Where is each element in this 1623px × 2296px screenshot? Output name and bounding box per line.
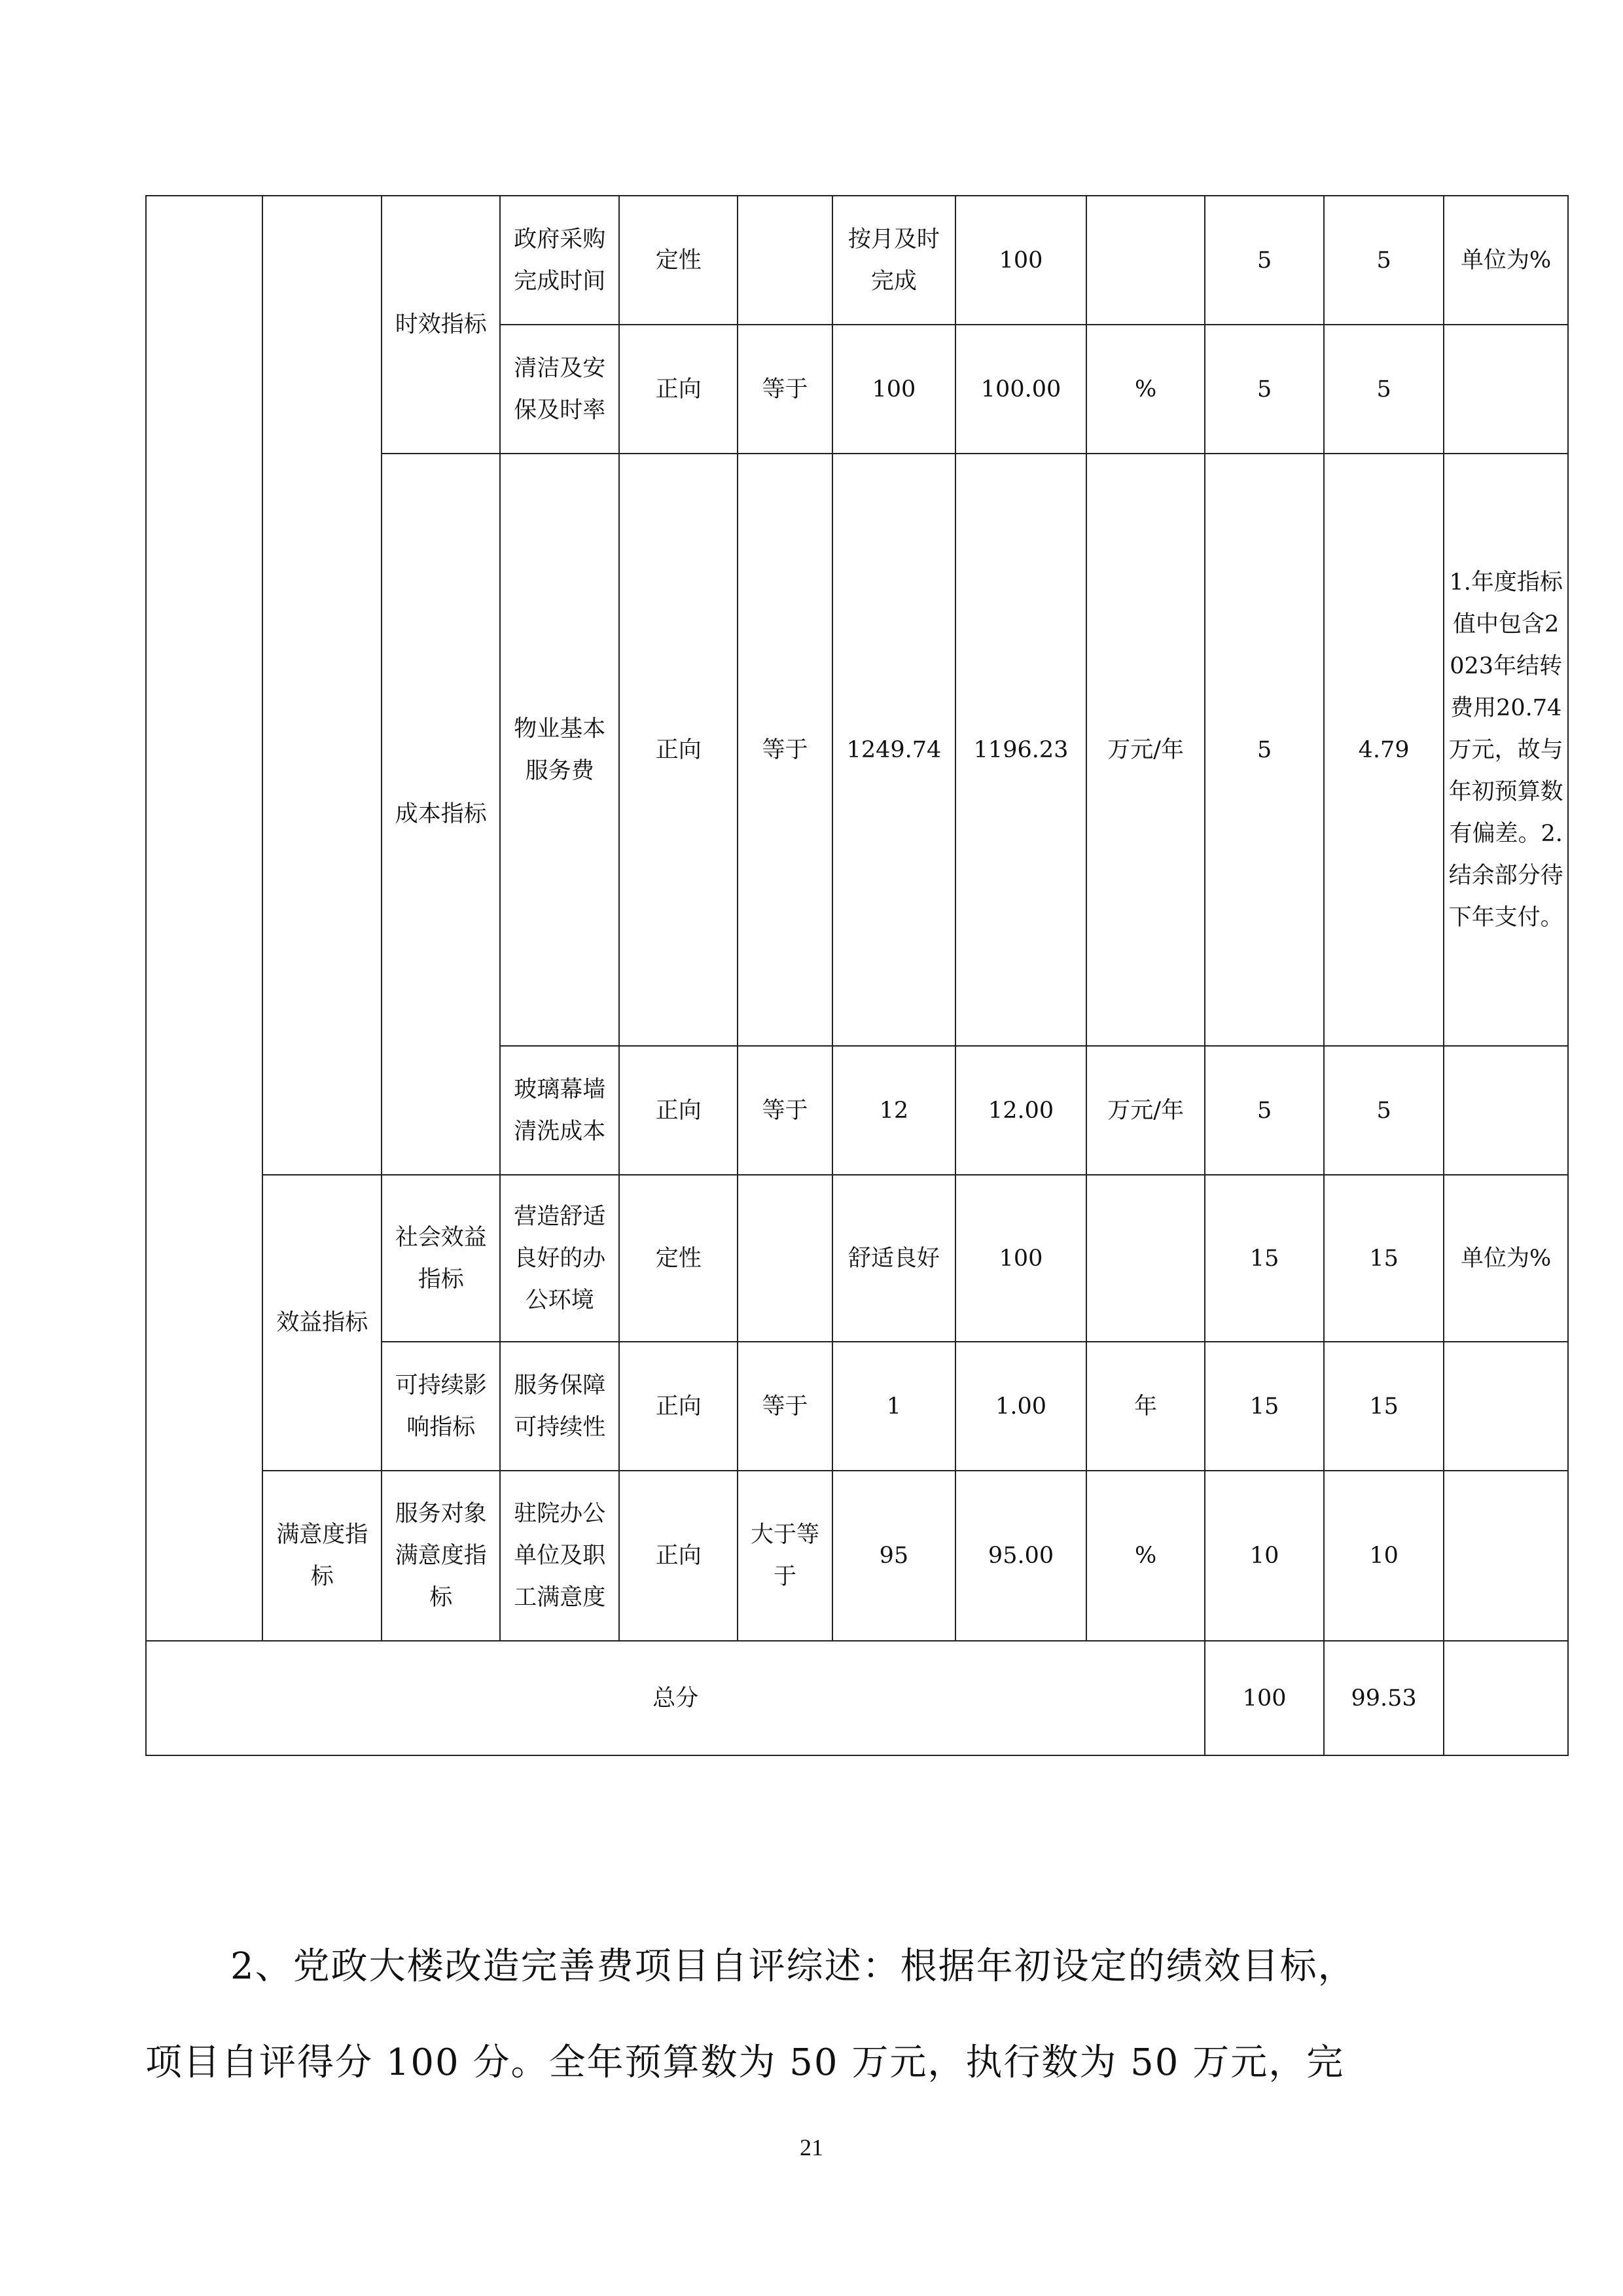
level2-cell: 满意度指标	[262, 1471, 382, 1641]
table-row	[146, 1175, 1568, 1342]
indicator-name: 物业基本服务费	[500, 454, 619, 1046]
indicator-weight: 10	[1205, 1471, 1324, 1641]
indicator-remark: 单位为%	[1444, 1175, 1568, 1342]
indicator-name: 玻璃幕墙清洗成本	[500, 1046, 619, 1175]
indicator-score: 4.79	[1324, 454, 1444, 1046]
indicator-actual: 1196.23	[955, 454, 1086, 1046]
table-total-row	[146, 1641, 1568, 1755]
table-row	[146, 1471, 1568, 1641]
indicator-remark: 1.年度指标值中包含2023年结转费用20.74万元，故与年初预算数有偏差。2.结余部分待下年支付。	[1444, 454, 1568, 1046]
indicator-remark	[1444, 1342, 1568, 1471]
indicator-operator: 等于	[738, 1342, 832, 1471]
indicator-operator	[738, 196, 832, 325]
total-score: 99.53	[1324, 1641, 1444, 1755]
level1-cell	[146, 196, 262, 1641]
indicator-unit: 万元/年	[1086, 454, 1205, 1046]
indicator-remark	[1444, 325, 1568, 454]
indicator-actual: 1.00	[955, 1342, 1086, 1471]
level3-cell: 社会效益指标	[382, 1175, 501, 1342]
indicator-remark	[1444, 1046, 1568, 1175]
indicator-nature: 定性	[619, 196, 738, 325]
indicator-name: 驻院办公单位及职工满意度	[500, 1471, 619, 1641]
indicator-name: 营造舒适良好的办公环境	[500, 1175, 619, 1342]
indicator-operator	[738, 1175, 832, 1342]
indicator-operator: 等于	[738, 1046, 832, 1175]
level3-cell: 成本指标	[382, 454, 501, 1175]
indicator-nature: 正向	[619, 1046, 738, 1175]
indicator-unit	[1086, 196, 1205, 325]
indicator-target: 95	[832, 1471, 956, 1641]
indicator-nature: 正向	[619, 325, 738, 454]
total-weight: 100	[1205, 1641, 1324, 1755]
indicator-operator: 大于等于	[738, 1471, 832, 1641]
indicator-actual: 95.00	[955, 1471, 1086, 1641]
level3-cell: 服务对象满意度指标	[382, 1471, 501, 1641]
page-number: 21	[800, 2134, 823, 2161]
indicator-target: 12	[832, 1046, 956, 1175]
level3-cell: 时效指标	[382, 196, 501, 454]
indicator-name: 政府采购完成时间	[500, 196, 619, 325]
indicator-nature: 正向	[619, 1342, 738, 1471]
indicator-remark	[1444, 1471, 1568, 1641]
indicator-unit: 万元/年	[1086, 1046, 1205, 1175]
performance-table	[145, 195, 1569, 1756]
indicator-actual: 12.00	[955, 1046, 1086, 1175]
indicator-name: 清洁及安保及时率	[500, 325, 619, 454]
indicator-target: 1249.74	[832, 454, 956, 1046]
indicator-target: 1	[832, 1342, 956, 1471]
indicator-unit: 年	[1086, 1342, 1205, 1471]
indicator-nature: 正向	[619, 1471, 738, 1641]
level3-cell: 可持续影响指标	[382, 1342, 501, 1471]
indicator-name: 服务保障可持续性	[500, 1342, 619, 1471]
table-row	[146, 196, 1568, 325]
indicator-target: 按月及时完成	[832, 196, 956, 325]
level2-cell: 效益指标	[262, 1175, 382, 1471]
indicator-weight: 5	[1205, 196, 1324, 325]
indicator-unit: %	[1086, 325, 1205, 454]
indicator-weight: 5	[1205, 1046, 1324, 1175]
indicator-operator: 等于	[738, 325, 832, 454]
indicator-actual: 100.00	[955, 325, 1086, 454]
indicator-target: 100	[832, 325, 956, 454]
indicator-weight: 15	[1205, 1342, 1324, 1471]
indicator-actual: 100	[955, 1175, 1086, 1342]
indicator-weight: 5	[1205, 325, 1324, 454]
indicator-target: 舒适良好	[832, 1175, 956, 1342]
indicator-score: 10	[1324, 1471, 1444, 1641]
total-label: 总分	[146, 1641, 1205, 1755]
paragraph-line-2: 项目自评得分 100 分。全年预算数为 50 万元，执行数为 50 万元，完	[145, 2041, 1345, 2084]
indicator-score: 15	[1324, 1342, 1444, 1471]
indicator-weight: 15	[1205, 1175, 1324, 1342]
indicator-score: 5	[1324, 1046, 1444, 1175]
indicator-nature: 定性	[619, 1175, 738, 1342]
indicator-weight: 5	[1205, 454, 1324, 1046]
indicator-unit	[1086, 1175, 1205, 1342]
paragraph-line-1: 2、党政大楼改造完善费项目自评综述：根据年初设定的绩效目标，	[230, 1945, 1356, 1988]
indicator-score: 5	[1324, 325, 1444, 454]
indicator-actual: 100	[955, 196, 1086, 325]
indicator-remark: 单位为%	[1444, 196, 1568, 325]
indicator-nature: 正向	[619, 454, 738, 1046]
indicator-score: 15	[1324, 1175, 1444, 1342]
indicator-unit: %	[1086, 1471, 1205, 1641]
total-remark	[1444, 1641, 1568, 1755]
indicator-operator: 等于	[738, 454, 832, 1046]
level2-cell	[262, 196, 382, 1175]
indicator-score: 5	[1324, 196, 1444, 325]
